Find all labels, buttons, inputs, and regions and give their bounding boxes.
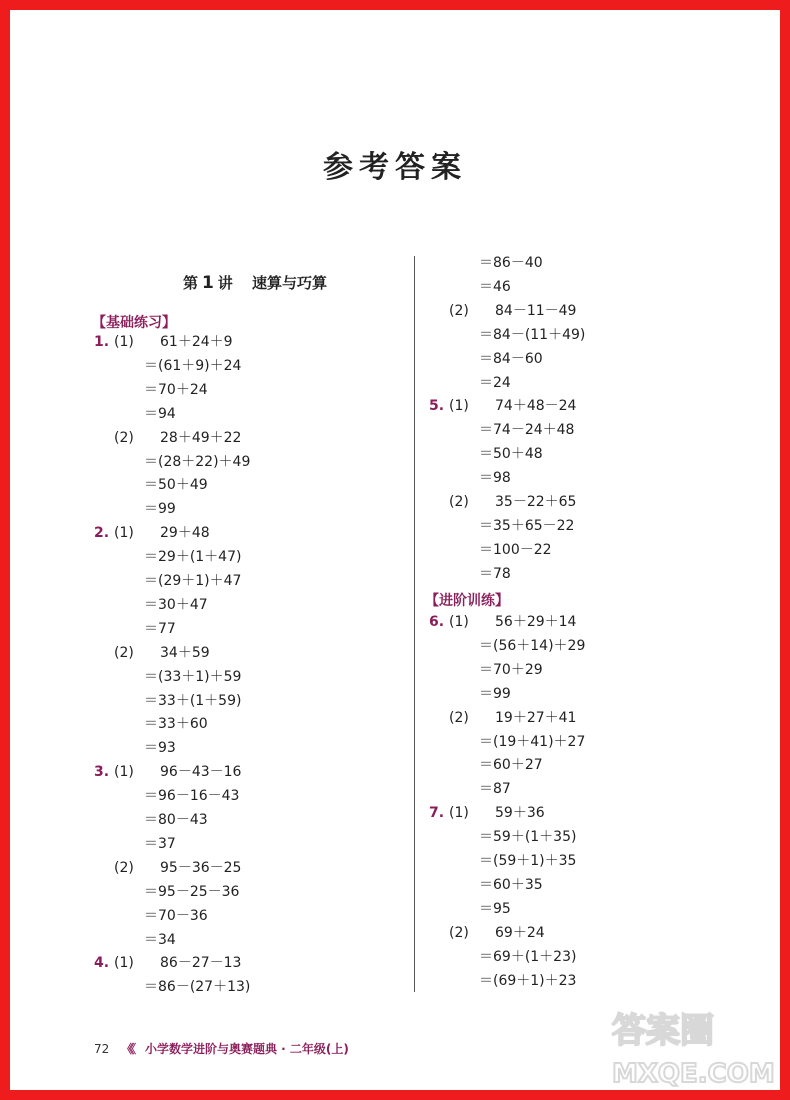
- equation-line: ＝35＋65－22: [479, 517, 575, 534]
- subpart-label: (2): [449, 709, 469, 726]
- equation-line: 61＋24＋9: [160, 334, 233, 350]
- equation-line: ＝99: [144, 501, 176, 518]
- question-number: 4.: [94, 955, 110, 972]
- subpart-label: (2): [449, 924, 469, 941]
- equation-line: ＝33＋(1＋59): [144, 692, 242, 709]
- subpart-label: (1): [449, 398, 469, 415]
- page-title: 参考答案: [323, 150, 467, 185]
- equation-line: 96－43－16: [160, 764, 242, 781]
- equation-line: ＝84－(11＋49): [479, 326, 586, 343]
- equation-line: ＝60＋27: [479, 757, 543, 774]
- question-number: 2.: [94, 525, 110, 542]
- lesson-prefix: 第: [182, 274, 198, 292]
- equation-line: ＝46: [479, 278, 511, 295]
- question-number: 6.: [429, 614, 445, 630]
- book-title: 小学数学进阶与奥赛题典 · 二年级(上): [144, 1042, 349, 1056]
- subpart-label: (1): [449, 805, 469, 822]
- subpart-label: (2): [449, 302, 469, 319]
- equation-line: ＝95: [479, 900, 511, 917]
- equation-line: ＝50＋49: [144, 477, 208, 494]
- equation-line: ＝(56＋14)＋29: [479, 637, 586, 654]
- equation-line: ＝70－36: [144, 907, 208, 924]
- equation-line: ＝78: [479, 565, 511, 582]
- equation-line: 59＋36: [495, 805, 545, 822]
- equation-line: ＝33＋60: [144, 716, 208, 733]
- equation-line: ＝(28＋22)＋49: [144, 453, 251, 470]
- equation-line: 95－36－25: [160, 859, 242, 876]
- equation-line: 19＋27＋41: [495, 709, 577, 726]
- equation-line: ＝77: [144, 620, 176, 637]
- equation-line: ＝50＋48: [479, 446, 543, 463]
- equation-line: 86－27－13: [160, 955, 242, 972]
- equation-line: ＝87: [479, 781, 511, 798]
- page-footer: [94, 1040, 349, 1057]
- subpart-label: (2): [449, 494, 469, 510]
- equation-line: 56＋29＋14: [495, 614, 577, 630]
- subpart-label: (2): [114, 429, 134, 446]
- watermark-logo: [606, 1000, 776, 1090]
- equation-line: ＝(59＋1)＋35: [479, 853, 577, 869]
- subpart-label: (1): [114, 334, 134, 350]
- equation-line: ＝24: [479, 374, 511, 391]
- equation-line: ＝70＋29: [479, 661, 543, 678]
- equation-line: 35－22＋65: [495, 494, 577, 510]
- subpart-label: (1): [449, 614, 469, 630]
- equation-line: ＝(69＋1)＋23: [479, 972, 577, 989]
- equation-line: ＝99: [479, 685, 511, 702]
- equation-line: ＝74－24＋48: [479, 422, 575, 439]
- subpart-label: (1): [114, 525, 134, 542]
- equation-line: 28＋49＋22: [160, 429, 242, 446]
- equation-line: 69＋24: [495, 924, 545, 941]
- equation-line: ＝(29＋1)＋47: [144, 573, 242, 589]
- equation-line: ＝86－(27＋13): [144, 979, 251, 996]
- double-chevron-icon: 《《: [121, 1042, 134, 1056]
- subpart-label: (2): [114, 644, 134, 661]
- equation-line: ＝100－22: [479, 541, 552, 558]
- equation-line: ＝94: [144, 405, 176, 422]
- question-number: 5.: [429, 398, 445, 415]
- equation-line: ＝96－16－43: [144, 788, 240, 805]
- equation-line: ＝98: [479, 470, 511, 487]
- lesson-title: [140, 272, 370, 293]
- watermark-text-top: 答案圈: [612, 1011, 714, 1051]
- equation-line: ＝(61＋9)＋24: [144, 357, 242, 374]
- subpart-label: (1): [114, 764, 134, 781]
- column-divider: [414, 256, 415, 992]
- equation-line: 34＋59: [160, 644, 210, 661]
- subpart-label: (1): [114, 955, 134, 972]
- equation-line: ＝86－40: [479, 255, 543, 271]
- section-advanced-training: 【进阶训练】: [425, 593, 509, 609]
- equation-line: ＝60＋35: [479, 876, 543, 893]
- equation-line: ＝(19＋41)＋27: [479, 733, 586, 750]
- watermark-text-bottom: MXQE.COM: [612, 1059, 775, 1089]
- equation-line: ＝37: [144, 835, 176, 852]
- equation-line: ＝30＋47: [144, 596, 208, 613]
- equation-line: ＝34: [144, 931, 176, 948]
- equation-line: ＝80－43: [144, 812, 208, 828]
- equation-line: ＝(33＋1)＋59: [144, 668, 242, 685]
- lesson-suffix: 讲: [217, 274, 233, 292]
- section-basic-practice: 【基础练习】: [92, 315, 176, 331]
- subpart-label: (2): [114, 859, 134, 876]
- equation-line: ＝95－25－36: [144, 883, 240, 900]
- question-number: 7.: [429, 805, 445, 822]
- question-number: 1.: [94, 334, 110, 350]
- equation-line: ＝84－60: [479, 350, 543, 367]
- equation-line: 84－11－49: [495, 302, 577, 319]
- equation-line: ＝29＋(1＋47): [144, 549, 242, 566]
- equation-line: 74＋48－24: [495, 398, 577, 415]
- lesson-name: 速算与巧算: [252, 274, 328, 292]
- equation-line: ＝93: [144, 740, 176, 757]
- lesson-number: 1: [201, 273, 214, 293]
- equation-line: 29＋48: [160, 525, 210, 542]
- question-number: 3.: [94, 764, 110, 781]
- equation-line: ＝70＋24: [144, 381, 208, 398]
- equation-line: ＝59＋(1＋35): [479, 829, 577, 846]
- page-number: 72: [94, 1042, 110, 1056]
- equation-line: ＝69＋(1＋23): [479, 948, 577, 965]
